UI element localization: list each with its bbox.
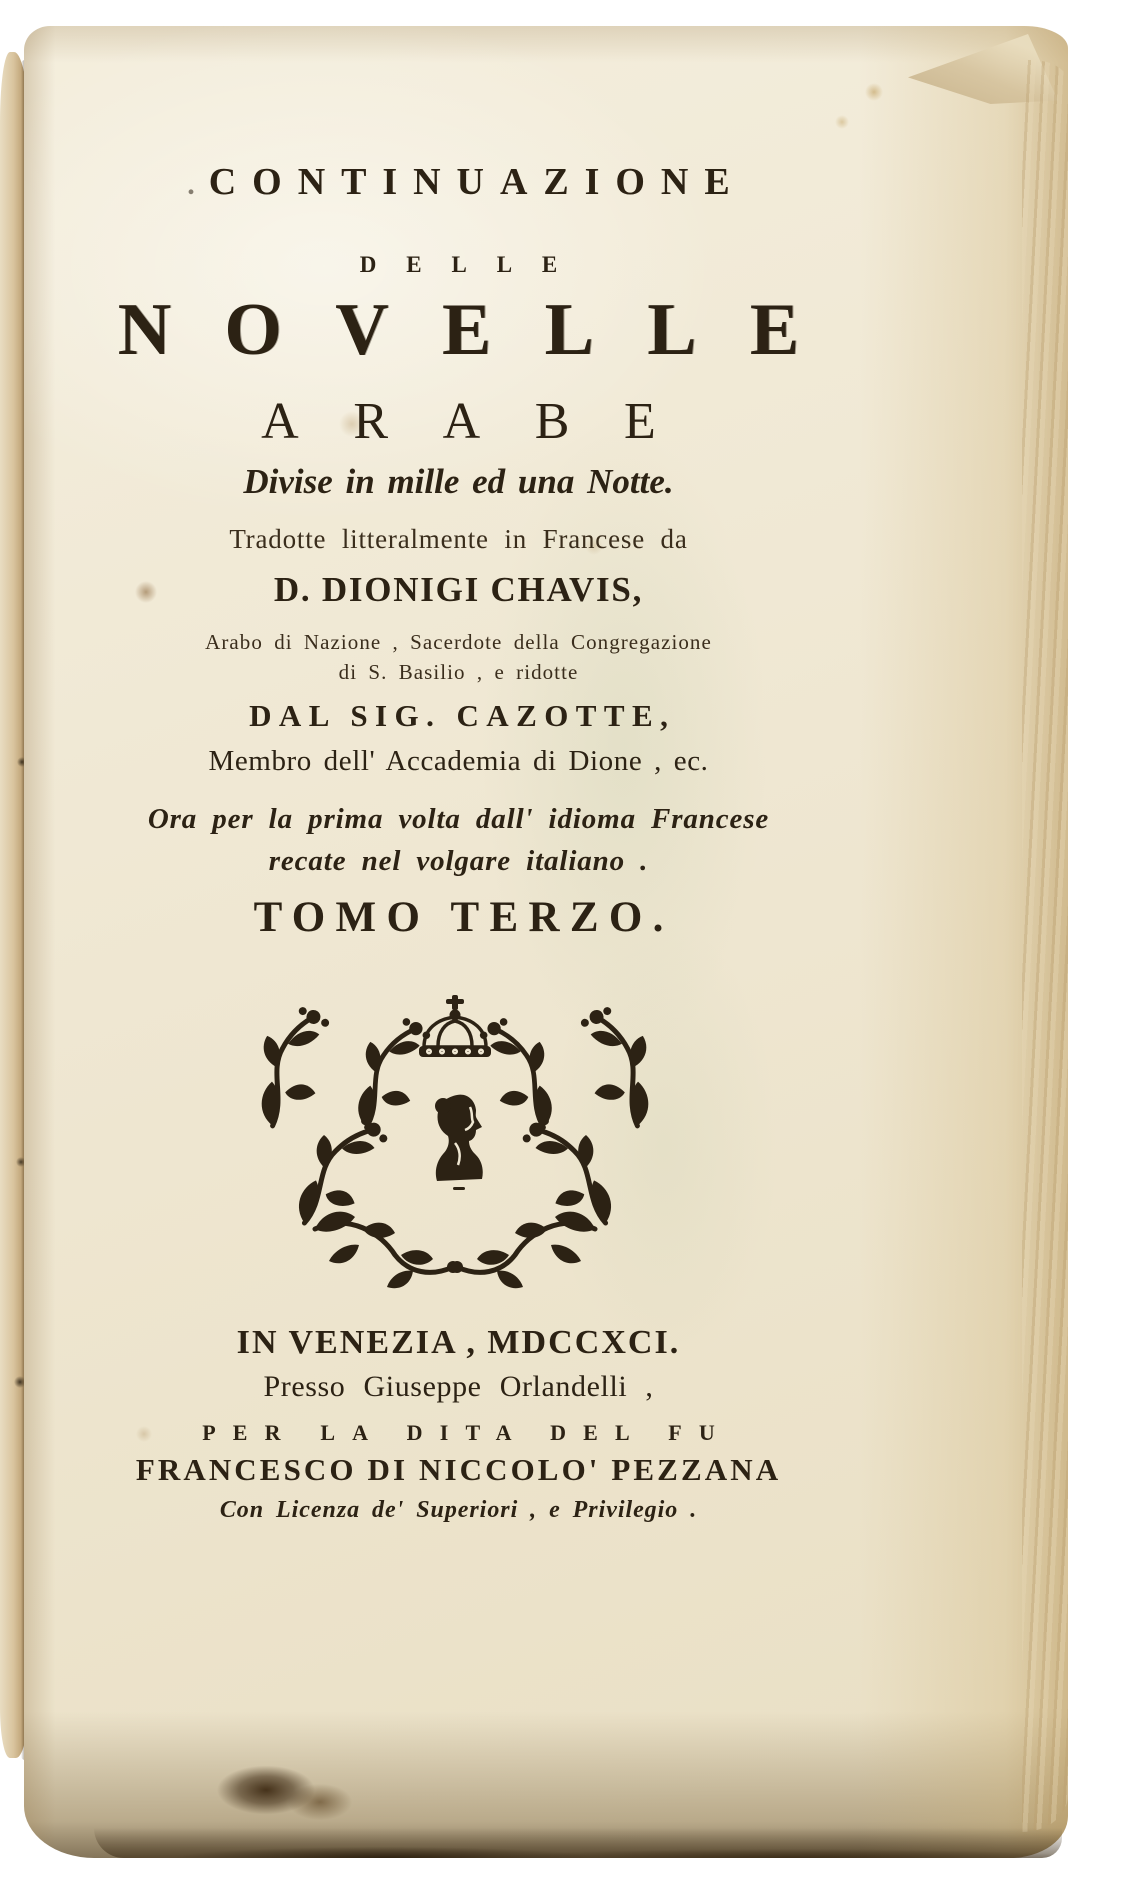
edition-note-2: recate nel volgare italiano . [268,845,649,877]
main-title: NOVELLE [117,289,853,371]
imprint-firm-line-2: FRANCESCO DI NICCOLO' PEZZANA [135,1452,782,1487]
floral-sprig-icon [252,1004,339,1126]
translator-description-2: di S. Basilio , e ridotte [338,660,579,684]
title-page-leaf [24,26,1068,1858]
stray-ink-dot: . [187,168,195,201]
series-title-line [56,160,861,204]
imprint-license: Con Licenza de' Superiori , e Privilegio . [219,1497,698,1523]
translator-description-1: Arabo di Nazione , Sacerdote della Congregazione [205,630,712,654]
letterpress-text-block [56,26,861,1858]
edition-note-1: Ora per la prima volta dall' idioma Francese [147,803,770,835]
imprint-firm-line-1: PER LA DITA DEL FU [202,1420,732,1445]
bust-medallion-icon [435,1095,483,1190]
series-connector: DELLE [359,252,588,277]
editor-description: Membro dell' Accademia di Dione , ec. [208,745,709,777]
volume-statement: TOMO TERZO. [253,894,674,941]
imprint-place-year: IN VENEZIA , MDCCXCI. [236,1324,681,1361]
floral-flourish-icon [315,1212,459,1289]
main-subtitle: ARABE [261,393,711,450]
floral-sprig-icon [358,1018,430,1127]
translator-name: D. DIONIGI CHAVIS, [273,570,644,609]
printers-ornament [245,995,665,1295]
floral-sprig-icon [480,1018,552,1127]
crown-icon [419,995,491,1057]
subtitle-italic: Divise in mille ed una Notte. [243,462,674,501]
editor-name: DAL SIG. CAZOTTE, [249,698,676,733]
translation-note: Tradotte litteralmente in Francese da [229,524,688,554]
imprint-printer: Presso Giuseppe Orlandelli , [263,1370,654,1403]
series-title: CONTINUAZIONE [208,161,746,203]
floral-flourish-icon [451,1212,595,1289]
deckle-fore-edge [1022,60,1068,1832]
floral-sprig-icon [571,1004,658,1126]
